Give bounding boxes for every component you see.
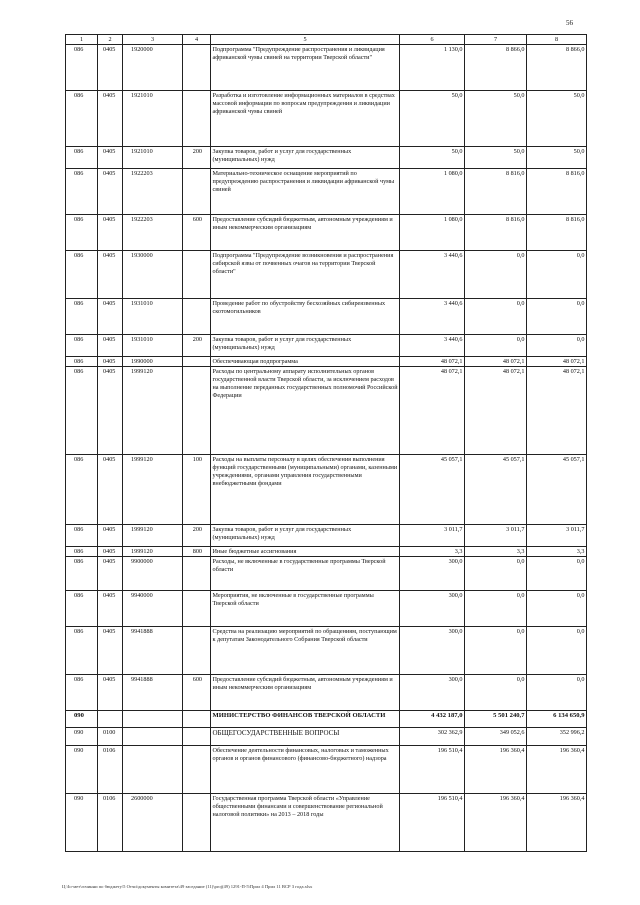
section-code: 0405 — [98, 91, 123, 147]
amount-year-3: 0,0 — [527, 299, 587, 335]
item-name: Проведение работ по обустройству бесхозяйных сибиреязвенных скотомогильников — [211, 299, 400, 335]
expense-type-code: 200 — [183, 147, 211, 169]
target-article-code: 9900000 — [123, 557, 183, 591]
amount-year-2: 0,0 — [465, 675, 527, 711]
amount-year-3: 352 996,2 — [527, 728, 587, 746]
page-number: 56 — [566, 19, 573, 27]
amount-year-2: 48 072,1 — [465, 357, 527, 367]
amount-year-3: 196 360,4 — [527, 794, 587, 852]
gr-admin-code: 086 — [66, 591, 98, 627]
target-article-code: 1990000 — [123, 357, 183, 367]
gr-admin-code: 086 — [66, 147, 98, 169]
item-name: Обеспечение деятельности финансовых, налоговых и таможенных органов и органов финансового (финансово-бюджетного) надзора — [211, 746, 400, 794]
expense-type-code: 600 — [183, 675, 211, 711]
expense-type-code — [183, 627, 211, 675]
section-code: 0100 — [98, 728, 123, 746]
expense-type-code — [183, 746, 211, 794]
section-code: 0405 — [98, 627, 123, 675]
section-code: 0405 — [98, 169, 123, 215]
amount-year-2: 0,0 — [465, 557, 527, 591]
amount-year-2: 48 072,1 — [465, 367, 527, 455]
gr-admin-code: 090 — [66, 728, 98, 746]
header-cell: 6 — [400, 35, 465, 45]
amount-year-3: 0,0 — [527, 591, 587, 627]
target-article-code: 2600000 — [123, 794, 183, 852]
amount-year-1: 4 432 187,0 — [400, 711, 465, 728]
table-row — [66, 525, 587, 547]
amount-year-1: 3 440,6 — [400, 299, 465, 335]
expense-type-code — [183, 357, 211, 367]
target-article-code — [123, 746, 183, 794]
item-name: Предоставление субсидий бюджетным, автономным учреждениям и иным некоммерческим организациям — [211, 215, 400, 251]
amount-year-1: 196 510,4 — [400, 794, 465, 852]
amount-year-2: 8 816,0 — [465, 169, 527, 215]
amount-year-1: 48 072,1 — [400, 357, 465, 367]
gr-admin-code: 086 — [66, 299, 98, 335]
table-row — [66, 627, 587, 675]
gr-admin-code: 086 — [66, 455, 98, 525]
amount-year-2: 50,0 — [465, 147, 527, 169]
file-path-footer: Ц:\Іо-мет\гочинни по бюджету\5 Отчи\документы комитета\49 заседание (11)\proj(49) 1291-П-5\Прил 4 Прил 11 ВСР 3 года.xlsx — [62, 884, 313, 889]
target-article-code — [123, 728, 183, 746]
item-name: Закупка товаров, работ и услуг для государственных (муниципальных) нужд — [211, 147, 400, 169]
gr-admin-code: 086 — [66, 45, 98, 91]
amount-year-3: 8 816,0 — [527, 215, 587, 251]
expense-type-code — [183, 794, 211, 852]
amount-year-1: 196 510,4 — [400, 746, 465, 794]
amount-year-2: 0,0 — [465, 591, 527, 627]
amount-year-2: 50,0 — [465, 91, 527, 147]
table-row — [66, 455, 587, 525]
expense-type-code — [183, 711, 211, 728]
item-name: Подпрограмма "Предупреждение возникновения и распространения сибирской язвы от почвенных очагов на территории Тверской области" — [211, 251, 400, 299]
amount-year-1: 48 072,1 — [400, 367, 465, 455]
expense-type-code — [183, 367, 211, 455]
target-article-code: 1920000 — [123, 45, 183, 91]
expense-type-code — [183, 45, 211, 91]
target-article-code: 9940000 — [123, 591, 183, 627]
expense-type-code: 800 — [183, 547, 211, 557]
amount-year-3: 0,0 — [527, 627, 587, 675]
table-row — [66, 675, 587, 711]
amount-year-2: 0,0 — [465, 627, 527, 675]
item-name: Расходы на выплаты персоналу в целях обеспечения выполнения функций государственными (муниципальными) органами, казенными учреждениями, органами управления государственными внебюджетными фондами — [211, 455, 400, 525]
table-row — [66, 169, 587, 215]
amount-year-3: 6 134 650,9 — [527, 711, 587, 728]
amount-year-1: 3 440,6 — [400, 335, 465, 357]
item-name: Предоставление субсидий бюджетным, автономным учреждениям и иным некоммерческим организациям — [211, 675, 400, 711]
table-row — [66, 45, 587, 91]
item-name: Мероприятия, не включенные в государственные программы Тверской области — [211, 591, 400, 627]
gr-admin-code: 086 — [66, 251, 98, 299]
amount-year-1: 1 080,0 — [400, 169, 465, 215]
amount-year-3: 0,0 — [527, 251, 587, 299]
amount-year-1: 3 440,6 — [400, 251, 465, 299]
amount-year-3: 8 866,0 — [527, 45, 587, 91]
item-name: Разработка и изготовление информационных материалов в средствах массовой информации по вопросам предупреждения и ликвидации африканской чумы свиней — [211, 91, 400, 147]
amount-year-3: 3,3 — [527, 547, 587, 557]
target-article-code: 1999120 — [123, 525, 183, 547]
gr-admin-code: 086 — [66, 91, 98, 147]
gr-admin-code: 086 — [66, 675, 98, 711]
section-code: 0405 — [98, 147, 123, 169]
section-code: 0405 — [98, 557, 123, 591]
target-article-code: 1999120 — [123, 547, 183, 557]
table-row — [66, 335, 587, 357]
amount-year-2: 196 360,4 — [465, 794, 527, 852]
amount-year-2: 45 057,1 — [465, 455, 527, 525]
amount-year-3: 3 011,7 — [527, 525, 587, 547]
gr-admin-code: 086 — [66, 547, 98, 557]
target-article-code: 1999120 — [123, 367, 183, 455]
amount-year-1: 1 130,0 — [400, 45, 465, 91]
expense-type-code: 200 — [183, 335, 211, 357]
table-row — [66, 147, 587, 169]
amount-year-3: 0,0 — [527, 675, 587, 711]
item-name: Закупка товаров, работ и услуг для государственных (муниципальных) нужд — [211, 335, 400, 357]
table-row — [66, 557, 587, 591]
gr-admin-code: 090 — [66, 794, 98, 852]
expense-type-code — [183, 728, 211, 746]
amount-year-2: 5 501 240,7 — [465, 711, 527, 728]
gr-admin-code: 086 — [66, 357, 98, 367]
table-row — [66, 591, 587, 627]
item-name: Обеспечивающая подпрограмма — [211, 357, 400, 367]
item-name: Средства на реализацию мероприятий по обращениям, поступающим к депутатам Законодательного Собрания Тверской области — [211, 627, 400, 675]
amount-year-3: 48 072,1 — [527, 357, 587, 367]
amount-year-1: 1 080,0 — [400, 215, 465, 251]
item-name: Расходы по центральному аппарату исполнительных органов государственной власти Тверской области, за исключением расходов на выполнение переданных государственных полномочий Российской Федерации — [211, 367, 400, 455]
header-cell: 8 — [527, 35, 587, 45]
amount-year-1: 300,0 — [400, 627, 465, 675]
target-article-code: 1922203 — [123, 215, 183, 251]
expense-type-code: 200 — [183, 525, 211, 547]
table-row — [66, 91, 587, 147]
amount-year-2: 0,0 — [465, 251, 527, 299]
item-name: Закупка товаров, работ и услуг для государственных (муниципальных) нужд — [211, 525, 400, 547]
budget-table — [65, 34, 587, 852]
header-cell: 3 — [123, 35, 183, 45]
amount-year-2: 196 360,4 — [465, 746, 527, 794]
amount-year-1: 302 362,9 — [400, 728, 465, 746]
target-article-code: 9941888 — [123, 675, 183, 711]
amount-year-3: 0,0 — [527, 335, 587, 357]
gr-admin-code: 086 — [66, 525, 98, 547]
amount-year-3: 50,0 — [527, 147, 587, 169]
expense-type-code — [183, 169, 211, 215]
gr-admin-code: 090 — [66, 746, 98, 794]
amount-year-2: 0,0 — [465, 299, 527, 335]
target-article-code: 9941888 — [123, 627, 183, 675]
section-code: 0405 — [98, 251, 123, 299]
table-row — [66, 794, 587, 852]
table-row — [66, 746, 587, 794]
amount-year-3: 50,0 — [527, 91, 587, 147]
header-cell: 4 — [183, 35, 211, 45]
expense-type-code — [183, 251, 211, 299]
section-code: 0405 — [98, 335, 123, 357]
table-row — [66, 728, 587, 746]
item-name: Подпрограмма "Предупреждение распространения и ликвидация африканской чумы свиней на территории Тверской области" — [211, 45, 400, 91]
target-article-code: 1930000 — [123, 251, 183, 299]
item-name: ОБЩЕГОСУДАРСТВЕННЫЕ ВОПРОСЫ — [211, 728, 400, 746]
table-row — [66, 367, 587, 455]
amount-year-1: 50,0 — [400, 147, 465, 169]
amount-year-2: 349 052,6 — [465, 728, 527, 746]
amount-year-3: 45 057,1 — [527, 455, 587, 525]
gr-admin-code: 086 — [66, 557, 98, 591]
expense-type-code — [183, 299, 211, 335]
amount-year-3: 48 072,1 — [527, 367, 587, 455]
amount-year-3: 196 360,4 — [527, 746, 587, 794]
table-row — [66, 357, 587, 367]
item-name: Иные бюджетные ассигнования — [211, 547, 400, 557]
header-cell: 2 — [98, 35, 123, 45]
section-code: 0405 — [98, 455, 123, 525]
gr-admin-code: 086 — [66, 367, 98, 455]
table-row — [66, 299, 587, 335]
amount-year-2: 8 816,0 — [465, 215, 527, 251]
target-article-code: 1921010 — [123, 91, 183, 147]
amount-year-1: 45 057,1 — [400, 455, 465, 525]
amount-year-3: 0,0 — [527, 557, 587, 591]
amount-year-1: 300,0 — [400, 591, 465, 627]
section-code: 0405 — [98, 591, 123, 627]
expense-type-code — [183, 591, 211, 627]
gr-admin-code: 086 — [66, 215, 98, 251]
target-article-code: 1931010 — [123, 335, 183, 357]
target-article-code: 1999120 — [123, 455, 183, 525]
section-code: 0106 — [98, 746, 123, 794]
amount-year-3: 8 816,0 — [527, 169, 587, 215]
gr-admin-code: 086 — [66, 627, 98, 675]
amount-year-1: 300,0 — [400, 557, 465, 591]
header-cell: 5 — [211, 35, 400, 45]
section-code: 0106 — [98, 794, 123, 852]
gr-admin-code: 086 — [66, 169, 98, 215]
table-row — [66, 547, 587, 557]
section-code — [98, 711, 123, 728]
section-code: 0405 — [98, 215, 123, 251]
target-article-code: 1921010 — [123, 147, 183, 169]
gr-admin-code: 090 — [66, 711, 98, 728]
section-code: 0405 — [98, 367, 123, 455]
expense-type-code — [183, 91, 211, 147]
amount-year-2: 3,3 — [465, 547, 527, 557]
amount-year-1: 50,0 — [400, 91, 465, 147]
amount-year-2: 8 866,0 — [465, 45, 527, 91]
gr-admin-code: 086 — [66, 335, 98, 357]
amount-year-1: 3 011,7 — [400, 525, 465, 547]
expense-type-code: 600 — [183, 215, 211, 251]
expense-type-code: 100 — [183, 455, 211, 525]
header-row — [66, 35, 587, 45]
expense-type-code — [183, 557, 211, 591]
amount-year-1: 300,0 — [400, 675, 465, 711]
target-article-code — [123, 711, 183, 728]
amount-year-2: 0,0 — [465, 335, 527, 357]
target-article-code: 1931010 — [123, 299, 183, 335]
header-cell: 1 — [66, 35, 98, 45]
table-row — [66, 251, 587, 299]
amount-year-1: 3,3 — [400, 547, 465, 557]
section-code: 0405 — [98, 675, 123, 711]
item-name: Материально-техническое оснащение мероприятий по предупреждению распространения и ликвидации африканской чумы свиней — [211, 169, 400, 215]
section-code: 0405 — [98, 525, 123, 547]
item-name: Расходы, не включенные в государственные программы Тверской области — [211, 557, 400, 591]
item-name: Государственная программа Тверской области «Управление общественными финансами и совершенствование региональной налоговой политики» на 2013 – 2018 годы — [211, 794, 400, 852]
table-row — [66, 215, 587, 251]
header-cell: 7 — [465, 35, 527, 45]
amount-year-2: 3 011,7 — [465, 525, 527, 547]
section-code: 0405 — [98, 45, 123, 91]
section-code: 0405 — [98, 299, 123, 335]
table-row — [66, 711, 587, 728]
section-code: 0405 — [98, 547, 123, 557]
item-name: МИНИСТЕРСТВО ФИНАНСОВ ТВЕРСКОЙ ОБЛАСТИ — [211, 711, 400, 728]
target-article-code: 1922203 — [123, 169, 183, 215]
section-code: 0405 — [98, 357, 123, 367]
